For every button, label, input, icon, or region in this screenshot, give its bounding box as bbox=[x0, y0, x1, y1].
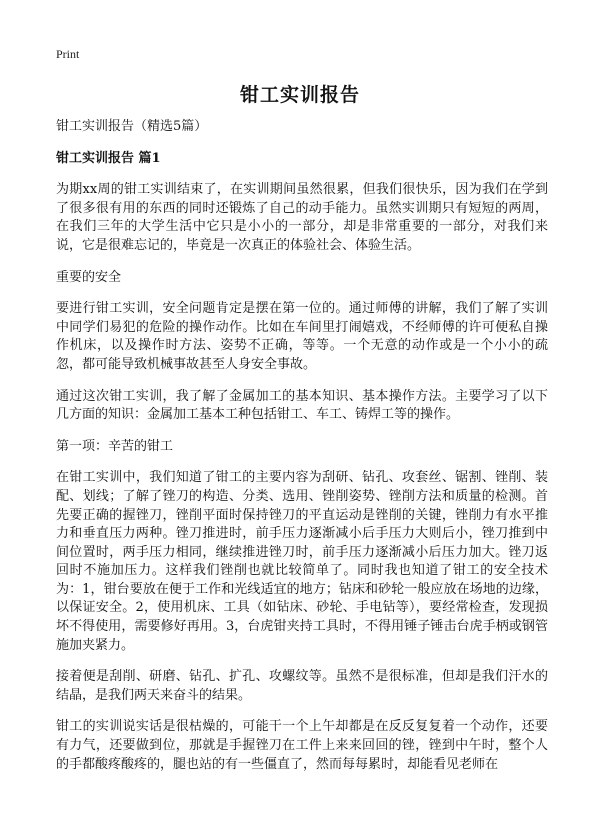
paragraph-safety: 要进行钳工实训，安全问题肯定是摆在第一位的。通过师傅的讲解，我们了解了实训中同学们易犯的危险的操作动作。比如在车间里打闹嬉戏，不经师傅的许可便私自操作机床，以及操作时方法、姿势不正确，等等。一个无意的动作或是一个小小的疏忽，都可能导致机械事故甚至人身安全事故。 bbox=[56, 301, 548, 372]
section-heading: 钳工实训报告 篇1 bbox=[56, 150, 161, 166]
document-subtitle: 钳工实训报告（精选5篇） bbox=[56, 119, 208, 134]
subheading-safety: 重要的安全 bbox=[56, 269, 122, 285]
paragraph-intro: 为期xx周的钳工实训结束了，在实训期间虽然很累，但我们很快乐，因为我们在学到了很多很有用的东西的同时还锻炼了自己的动手能力。虽然实训期只有短短的两周，在我们三年的大学生活中它只是小小的一部分，却是非常重要的一部分，对我们来说，它是很难忘记的，毕竟是一次真正的体验社会、体验生活。 bbox=[56, 182, 548, 253]
subheading-fitter: 第一项：辛苦的钳工 bbox=[56, 438, 174, 454]
paragraph-boring: 钳工的实训说实话是很枯燥的，可能干一个上午却都是在反反复复着一个动作，还要有力气，还要做到位，那就是手握锉刀在工件上来来回回的锉，锉到中午时，整个人的手都酸疼酸疼的，腿也站的有一些僵直了，然而每每累时，却能看见老师在 bbox=[56, 719, 548, 772]
paragraph-knowledge: 通过这次钳工实训，我了解了金属加工的基本知识、基本操作方法。主要学习了以下几方面的知识：金属加工基本工种包括钳工、车工、铸焊工等的操作。 bbox=[56, 388, 548, 423]
print-label: Print bbox=[56, 47, 80, 61]
paragraph-fitter: 在钳工实训中，我们知道了钳工的主要内容为刮研、钻孔、攻套丝、锯割、锉削、装配、划线；了解了锉刀的构造、分类、选用、锉削姿势、锉削方法和质量的检测。首先要正确的握锉刀，锉削平面时保持锉刀的平直运动是锉削的关键，锉削力有水平推力和垂直压力两种。锉刀推进时，前手压力逐渐减小后手压力大则后小，锉刀推到中间位置时，两手压力相同，继续推进锉刀时，前手压力逐渐减小后压力加大。锉刀返回时不施加压力。这样我们锉削也就比较简单了。同时我也知道了钳工的安全技术为：1，钳台要放在便于工作和光线适宜的地方；钻床和砂轮一般应放在场地的边缘，以保证安全。2，使用机床、工具（如钻床、砂轮、手电钻等），要经常检查，发现损坏不得使用，需要修好再用。3，台虎钳夹持工具时，不得用锤子锤击台虎手柄或钢管施加夹紧力。 bbox=[56, 470, 548, 653]
document-body bbox=[56, 118, 548, 774]
paragraph-scraping: 接着便是刮削、研磨、钻孔、扩孔、攻螺纹等。虽然不是很标准，但却是我们汗水的结晶，是我们两天来奋斗的结果。 bbox=[56, 669, 548, 703]
page-title: 钳工实训报告 bbox=[239, 84, 360, 106]
